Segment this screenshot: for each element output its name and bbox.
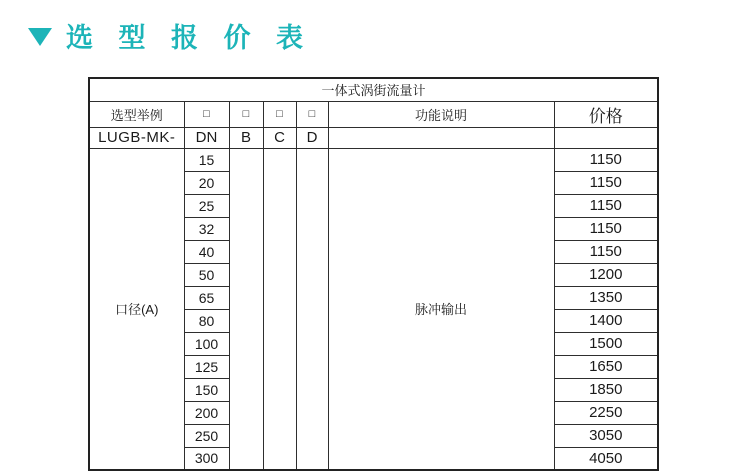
- function-value: 脉冲输出: [328, 148, 554, 470]
- price-cell: 1650: [554, 355, 658, 378]
- checkbox-icon: □: [184, 101, 229, 127]
- price-cell: 1150: [554, 240, 658, 263]
- dn-cell: 125: [184, 355, 229, 378]
- table-title-row: [89, 78, 658, 101]
- dn-cell: 25: [184, 194, 229, 217]
- example-col3: C: [263, 127, 296, 148]
- example-price-empty: [554, 127, 658, 148]
- price-cell: 4050: [554, 447, 658, 470]
- dn-cell: 100: [184, 332, 229, 355]
- dn-cell: 200: [184, 401, 229, 424]
- price-cell: 1150: [554, 148, 658, 171]
- triangle-down-icon: [28, 28, 52, 46]
- example-col4: D: [296, 127, 328, 148]
- price-cell: 1350: [554, 286, 658, 309]
- checkbox-icon: □: [263, 101, 296, 127]
- option-d-empty: [296, 148, 328, 470]
- dn-cell: 32: [184, 217, 229, 240]
- dn-cell: 300: [184, 447, 229, 470]
- option-c-empty: [263, 148, 296, 470]
- option-b-empty: [229, 148, 263, 470]
- table-header-row: [89, 101, 658, 127]
- quotation-table: [88, 77, 659, 471]
- dn-cell: 40: [184, 240, 229, 263]
- price-cell: 1150: [554, 171, 658, 194]
- header-example: 选型举例: [89, 101, 184, 127]
- model-prefix: LUGB-MK-: [89, 127, 184, 148]
- header-price: 价格: [554, 101, 658, 127]
- dn-cell: 150: [184, 378, 229, 401]
- checkbox-icon: □: [296, 101, 328, 127]
- dn-cell: 20: [184, 171, 229, 194]
- price-cell: 1400: [554, 309, 658, 332]
- dn-cell: 80: [184, 309, 229, 332]
- table-row: [89, 148, 658, 171]
- dn-cell: 15: [184, 148, 229, 171]
- example-col1: DN: [184, 127, 229, 148]
- price-cell: 2250: [554, 401, 658, 424]
- page-title: 选 型 报 价 表: [66, 23, 313, 53]
- price-cell: 1500: [554, 332, 658, 355]
- price-cell: 3050: [554, 424, 658, 447]
- price-cell: 1150: [554, 217, 658, 240]
- checkbox-icon: □: [229, 101, 263, 127]
- example-row: [89, 127, 658, 148]
- example-col2: B: [229, 127, 263, 148]
- table-title: 一体式涡街流量计: [89, 78, 658, 101]
- caliber-label: 口径(A): [89, 148, 184, 470]
- header-function: 功能说明: [328, 101, 554, 127]
- dn-cell: 250: [184, 424, 229, 447]
- dn-cell: 50: [184, 263, 229, 286]
- page-heading: [28, 16, 312, 55]
- price-cell: 1200: [554, 263, 658, 286]
- dn-cell: 65: [184, 286, 229, 309]
- example-function-empty: [328, 127, 554, 148]
- price-cell: 1150: [554, 194, 658, 217]
- price-cell: 1850: [554, 378, 658, 401]
